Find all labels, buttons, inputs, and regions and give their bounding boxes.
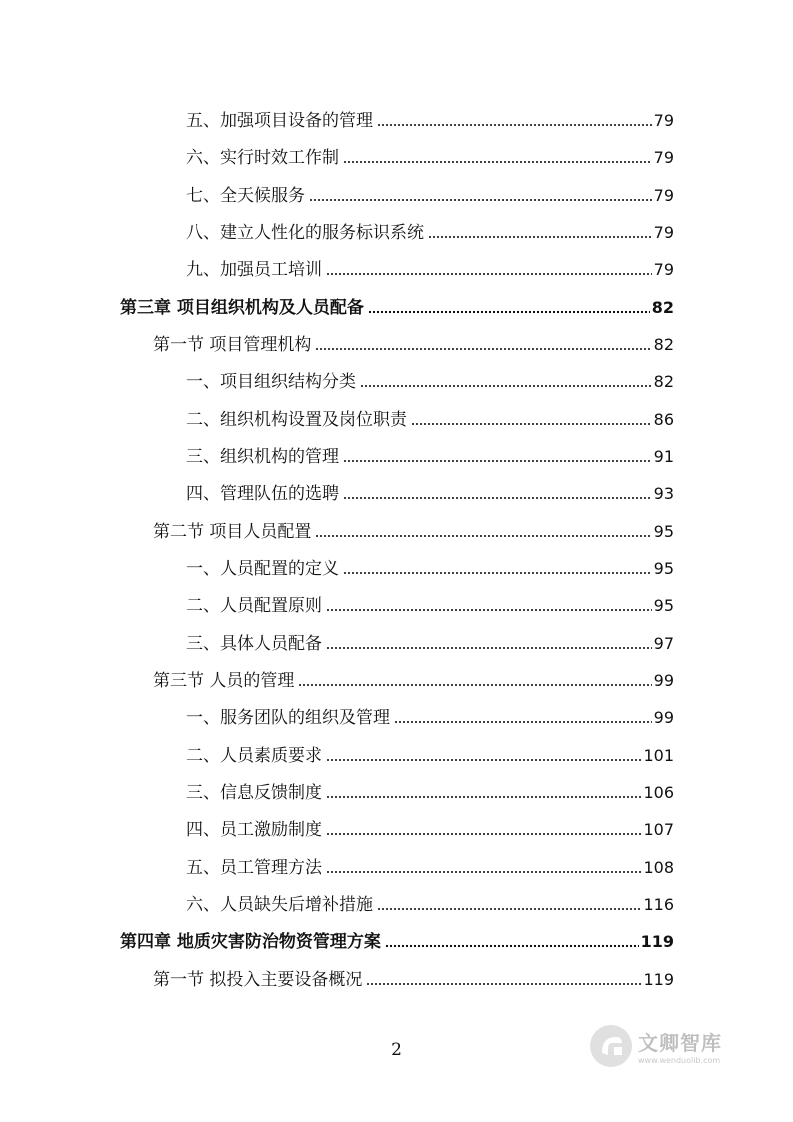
toc-entry-title: 六、人员缺失后增补措施: [186, 895, 373, 915]
toc-entry-page: 79: [653, 223, 674, 242]
toc-dot-leader: [326, 795, 641, 799]
toc-entry-page: 116: [643, 895, 674, 914]
toc-dot-leader: [385, 944, 639, 948]
toc-entry-page: 119: [643, 970, 674, 989]
watermark-url: www.wenduolib.com: [638, 1056, 721, 1065]
toc-entry-page: 93: [653, 484, 674, 503]
toc-entry-title: 八、建立人性化的服务标识系统: [186, 223, 424, 243]
toc-entry-title: 三、组织机构的管理: [186, 447, 339, 467]
toc-entry-title: 五、加强项目设备的管理: [186, 111, 373, 131]
toc-dot-leader: [326, 608, 652, 612]
toc-dot-leader: [326, 758, 641, 762]
toc-section[interactable]: [153, 666, 674, 692]
toc-dot-leader: [394, 720, 652, 724]
toc-dot-leader: [315, 347, 651, 351]
toc-dot-leader: [298, 683, 651, 687]
toc-section[interactable]: [153, 517, 674, 543]
toc-entry-page: 82: [651, 298, 674, 317]
toc-entry-page: 82: [653, 335, 674, 354]
toc-entry-title: 二、组织机构设置及岗位职责: [186, 410, 407, 430]
toc-chapter[interactable]: [120, 927, 674, 953]
toc-entry-title: 二、人员素质要求: [186, 746, 322, 766]
toc-entry-page: 106: [643, 783, 674, 802]
toc-entry-page: 79: [653, 260, 674, 279]
toc-dot-leader: [366, 982, 641, 986]
toc-entry-page: 79: [653, 111, 674, 130]
toc-dot-leader: [309, 198, 652, 202]
toc-entry-page: 101: [643, 746, 674, 765]
page-number: 2: [391, 1040, 402, 1060]
toc-entry[interactable]: [186, 741, 674, 767]
toc-entry-title: 一、服务团队的组织及管理: [186, 708, 390, 728]
toc-entry-title: 一、项目组织结构分类: [186, 372, 356, 392]
toc-entry-title: 第三章 项目组织机构及人员配备: [120, 298, 364, 318]
toc-entry-page: 99: [653, 671, 674, 690]
toc-entry[interactable]: [186, 853, 674, 879]
toc-entry[interactable]: [186, 703, 674, 729]
toc-dot-leader: [368, 310, 650, 314]
toc-dot-leader: [377, 907, 641, 911]
watermark-name: 文卿智库: [638, 1031, 722, 1055]
toc-entry-page: 82: [653, 372, 674, 391]
toc-entry[interactable]: [186, 405, 674, 431]
toc-entry-page: 107: [643, 820, 674, 839]
toc-section[interactable]: [153, 965, 674, 991]
toc-dot-leader: [326, 870, 641, 874]
toc-entry[interactable]: [186, 479, 674, 505]
toc-entry-page: 95: [653, 596, 674, 615]
toc-entry-page: 119: [640, 932, 674, 951]
toc-entry-title: 四、员工激励制度: [186, 820, 322, 840]
toc-dot-leader: [343, 459, 652, 463]
toc-entry-title: 第四章 地质灾害防治物资管理方案: [120, 932, 381, 952]
toc-entry[interactable]: [186, 367, 674, 393]
toc-entry[interactable]: [186, 554, 674, 580]
toc-entry-title: 一、人员配置的定义: [186, 559, 339, 579]
toc-entry-page: 95: [653, 522, 674, 541]
toc-entry-title: 五、员工管理方法: [186, 858, 322, 878]
toc-dot-leader: [326, 272, 652, 276]
toc-entry[interactable]: [186, 442, 674, 468]
toc-dot-leader: [411, 422, 652, 426]
toc-entry-page: 95: [653, 559, 674, 578]
toc-entry-title: 三、信息反馈制度: [186, 783, 322, 803]
toc-dot-leader: [377, 123, 652, 127]
toc-entry-title: 七、全天候服务: [186, 186, 305, 206]
watermark-logo-icon: [588, 1023, 634, 1069]
toc-entry[interactable]: [186, 218, 674, 244]
toc-entry[interactable]: [186, 629, 674, 655]
toc-entry-title: 第二节 项目人员配置: [153, 522, 312, 542]
watermark: [588, 1020, 758, 1072]
toc-entry[interactable]: [186, 143, 674, 169]
toc-chapter[interactable]: [120, 293, 674, 319]
toc-entry-title: 第一节 拟投入主要设备概况: [153, 970, 363, 990]
toc-entry-page: 97: [653, 634, 674, 653]
toc-entry-title: 第三节 人员的管理: [153, 671, 295, 691]
toc-entry-title: 九、加强员工培训: [186, 260, 322, 280]
toc-entry-page: 99: [653, 708, 674, 727]
toc-entry[interactable]: [186, 890, 674, 916]
toc-dot-leader: [315, 534, 651, 538]
toc-entry[interactable]: [186, 181, 674, 207]
toc-entry[interactable]: [186, 106, 674, 132]
toc-dot-leader: [343, 571, 652, 575]
toc-entry-title: 二、人员配置原则: [186, 596, 322, 616]
toc-entry[interactable]: [186, 815, 674, 841]
toc-dot-leader: [343, 160, 652, 164]
toc-dot-leader: [428, 235, 652, 239]
toc-entry[interactable]: [186, 591, 674, 617]
toc-entry[interactable]: [186, 255, 674, 281]
toc-section[interactable]: [153, 330, 674, 356]
toc-entry-page: 86: [653, 410, 674, 429]
toc-dot-leader: [326, 646, 652, 650]
toc-dot-leader: [326, 832, 641, 836]
toc-entry-page: 79: [653, 186, 674, 205]
toc-entry-page: 79: [653, 148, 674, 167]
toc-entry-title: 四、管理队伍的选聘: [186, 484, 339, 504]
toc-dot-leader: [360, 384, 652, 388]
toc-entry-title: 第一节 项目管理机构: [153, 335, 312, 355]
toc-entry[interactable]: [186, 778, 674, 804]
toc-entry-title: 三、具体人员配备: [186, 634, 322, 654]
toc-entry-title: 六、实行时效工作制: [186, 148, 339, 168]
toc-entry-page: 108: [643, 858, 674, 877]
toc-dot-leader: [343, 496, 652, 500]
toc-entry-page: 91: [653, 447, 674, 466]
